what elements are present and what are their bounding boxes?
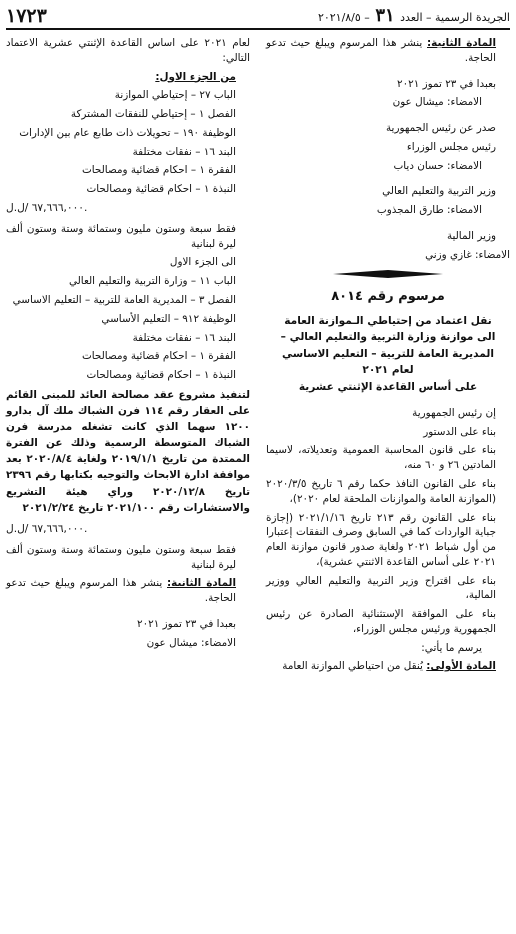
from-part-heading: من الجزء الاول: [155, 70, 236, 83]
decree-subject-line: نقل اعتماد من إحتياطي الـموازنة العامة [284, 314, 492, 327]
budget-line: البند ١٦ – نفقات مختلفة [132, 145, 236, 158]
pm-title: رئيس مجلس الوزراء [406, 140, 496, 153]
publication-name: الجريدة الرسمية [435, 11, 510, 24]
budget-line: الباب ٢٧ – إحتياطي الموازنة [114, 89, 236, 102]
considerant-paragraph: بناء على قانون المحاسبة العمومية وتعديلاته، لاسيما المادتين ٢٦ و ٦٠ منه، [266, 444, 496, 472]
purpose-paragraph: لتنفيذ مشروع عقد مصالحة العائد للمبنى القائم على العقار رقم ١١٤ فرن الشباك ملك آل بدارو ١٢٠٠ سهما الذي كانت تشغله مدرسة فرن الشباك المتوسطة الرسمية وذلك عن الفترة الممتدة من تاريخ ٢٠١٩/١/١ ولغاية ٢٠٢٠/٨/٤ بعد موافقة ادارة الابحاث والتوجيه بكتابها رقم ٢٣٩٦ تاريخ ٢٠٢٠/١٢/٨ وراي هيئة التشريع والاستشارات رقم ٢٠٢١/١٠٠ تاريخ ٢٠٢١/٢/٢٤ [6, 388, 251, 514]
article-1-paragraph [266, 659, 510, 674]
decree-title: مرسوم رقم ٨٠١٤ [331, 289, 445, 305]
education-minister-title: وزير التربية والتعليم العالي [382, 185, 496, 198]
budget-line: الفصل ٣ – المديرية العامة للتربية – التعليم الاساسي [12, 293, 236, 306]
budget-line: الباب ١١ – وزارة التربية والتعليم العالي [68, 275, 236, 288]
amount-figure: ٦٧,٦٦٦,٠٠٠ /ل.ل. [6, 522, 88, 535]
budget-line: النبذة ١ – احكام قضائية ومصالحات [86, 183, 236, 196]
ornament-divider [266, 268, 510, 280]
right-column [266, 36, 510, 678]
article-1-text: يُنقل من احتياطي الموازنة العامة [282, 660, 423, 673]
budget-line: الفقرة ١ – احكام قضائية ومصالحات [81, 164, 236, 177]
president-signature: الامضاء: ميشال عون [146, 636, 236, 649]
decree-subject-line: المديرية العامة للتربية – التعليم الاساسي [282, 347, 494, 360]
issue-date: ٢٠٢١/٨/٥ [317, 11, 361, 24]
considerant-paragraph: بناء على اقتراح وزير التربية والتعليم العالي ووزير المالية، [266, 574, 496, 602]
article-2-text: ينشر هذا المرسوم ويبلغ حيث تدعو الحاجة. [266, 37, 496, 64]
decree-subject-line: على أساس القاعدة الإثنتي عشرية [298, 380, 478, 393]
left-column [6, 36, 250, 654]
president-signature: الامضاء: ميشال عون [392, 96, 482, 109]
decree-subject-line: لعام ٢٠٢١ [362, 364, 414, 377]
finance-minister-title: وزير المالية [446, 229, 496, 242]
issue-number: ٣١ [375, 5, 395, 26]
article-2-paragraph [266, 36, 510, 66]
decree-subject-line: الى موازنة وزارة التربية والتعليم العالي – [280, 331, 496, 344]
budget-line: الفقرة ١ – احكام قضائية ومصالحات [81, 350, 236, 363]
header-title: الجريدة الرسمية – العدد ٣١ – ٢٠٢١/٨/٥ [317, 5, 510, 26]
finance-minister-signature: الامضاء: غازي وزني [425, 248, 510, 261]
to-part-heading: الى الجزء الاول [169, 256, 236, 269]
article-2-text: ينشر هذا المرسوم ويبلغ حيث تدعو الحاجة. [6, 577, 236, 605]
budget-line: الوظيفة ٩١٢ – التعليم الأساسي [101, 312, 236, 325]
page-number: ١٧٢٣ [6, 5, 47, 27]
issue-label: العدد [400, 11, 423, 24]
decree-subject [266, 313, 510, 395]
considerant-paragraph: بناء على القانون النافذ حكما رقم ٦ تاريخ ٢٠٢٠/٣/٥ (الموازنة العامة والموازنات الملحقة لعام ٢٠٢٠)، [266, 477, 496, 505]
pm-signature: الامضاء: حسان دياب [393, 159, 482, 172]
issued-by: صدر عن رئيس الجمهورية [385, 122, 496, 135]
page-header [6, 6, 510, 30]
president-line: إن رئيس الجمهورية [412, 406, 496, 419]
article-2-label: المادة الثانية: [427, 37, 497, 49]
article-2-paragraph [6, 576, 250, 606]
budget-line: النبذة ١ – احكام قضائية ومصالحات [86, 369, 236, 382]
amount-figure: ٦٧,٦٦٦,٠٠٠ /ل.ل. [6, 201, 88, 214]
considerant-paragraph: بناء على الموافقة الإستثنائية الصادرة عن رئيس الجمهورية ورئيس مجلس الوزراء، [266, 608, 496, 635]
budget-line: الوظيفة ١٩٠ – تحويلات ذات طابع عام بين الإدارات [19, 126, 236, 139]
amount-in-words: فقط سبعة وستون مليون وستمائة وستة وستون ألف ليرة لبنانية [6, 543, 236, 571]
education-minister-signature: الامضاء: طارق المجذوب [376, 204, 482, 217]
considerant-paragraph: بناء على القانون رقم ٢١٣ تاريخ ٢٠٢١/١/١٦ (إجازة جباية الواردات كما في السابق وصرف النفقات إعتبارا من أول شباط ٢٠٢١ ولغاية صدور قانون موازنة العام ٢٠٢١ على أساس القاعدة الاثنتي عشرية)، [266, 511, 496, 568]
article-2-label: المادة الثانية: [167, 577, 237, 590]
credit-intro: لعام ٢٠٢١ على اساس القاعدة الإثنتي عشرية الاعتماد التالي: [6, 37, 250, 64]
budget-line: الفصل ١ – إحتياطي للنفقات المشتركة [70, 108, 236, 121]
amount-in-words: فقط سبعة وستون مليون وستمائة وستة وستون ألف ليرة لبنانية [6, 222, 236, 250]
place-date: بعبدا في ٢٣ تموز ٢٠٢١ [136, 617, 236, 630]
budget-line: البند ١٦ – نفقات مختلفة [132, 331, 236, 344]
decrees-line: يرسم ما يأتي: [421, 641, 482, 654]
constitution-line: بناء على الدستور [423, 425, 496, 438]
place-date: بعبدا في ٢٣ تموز ٢٠٢١ [396, 77, 496, 90]
article-1-label: المادة الأولى: [426, 660, 496, 673]
